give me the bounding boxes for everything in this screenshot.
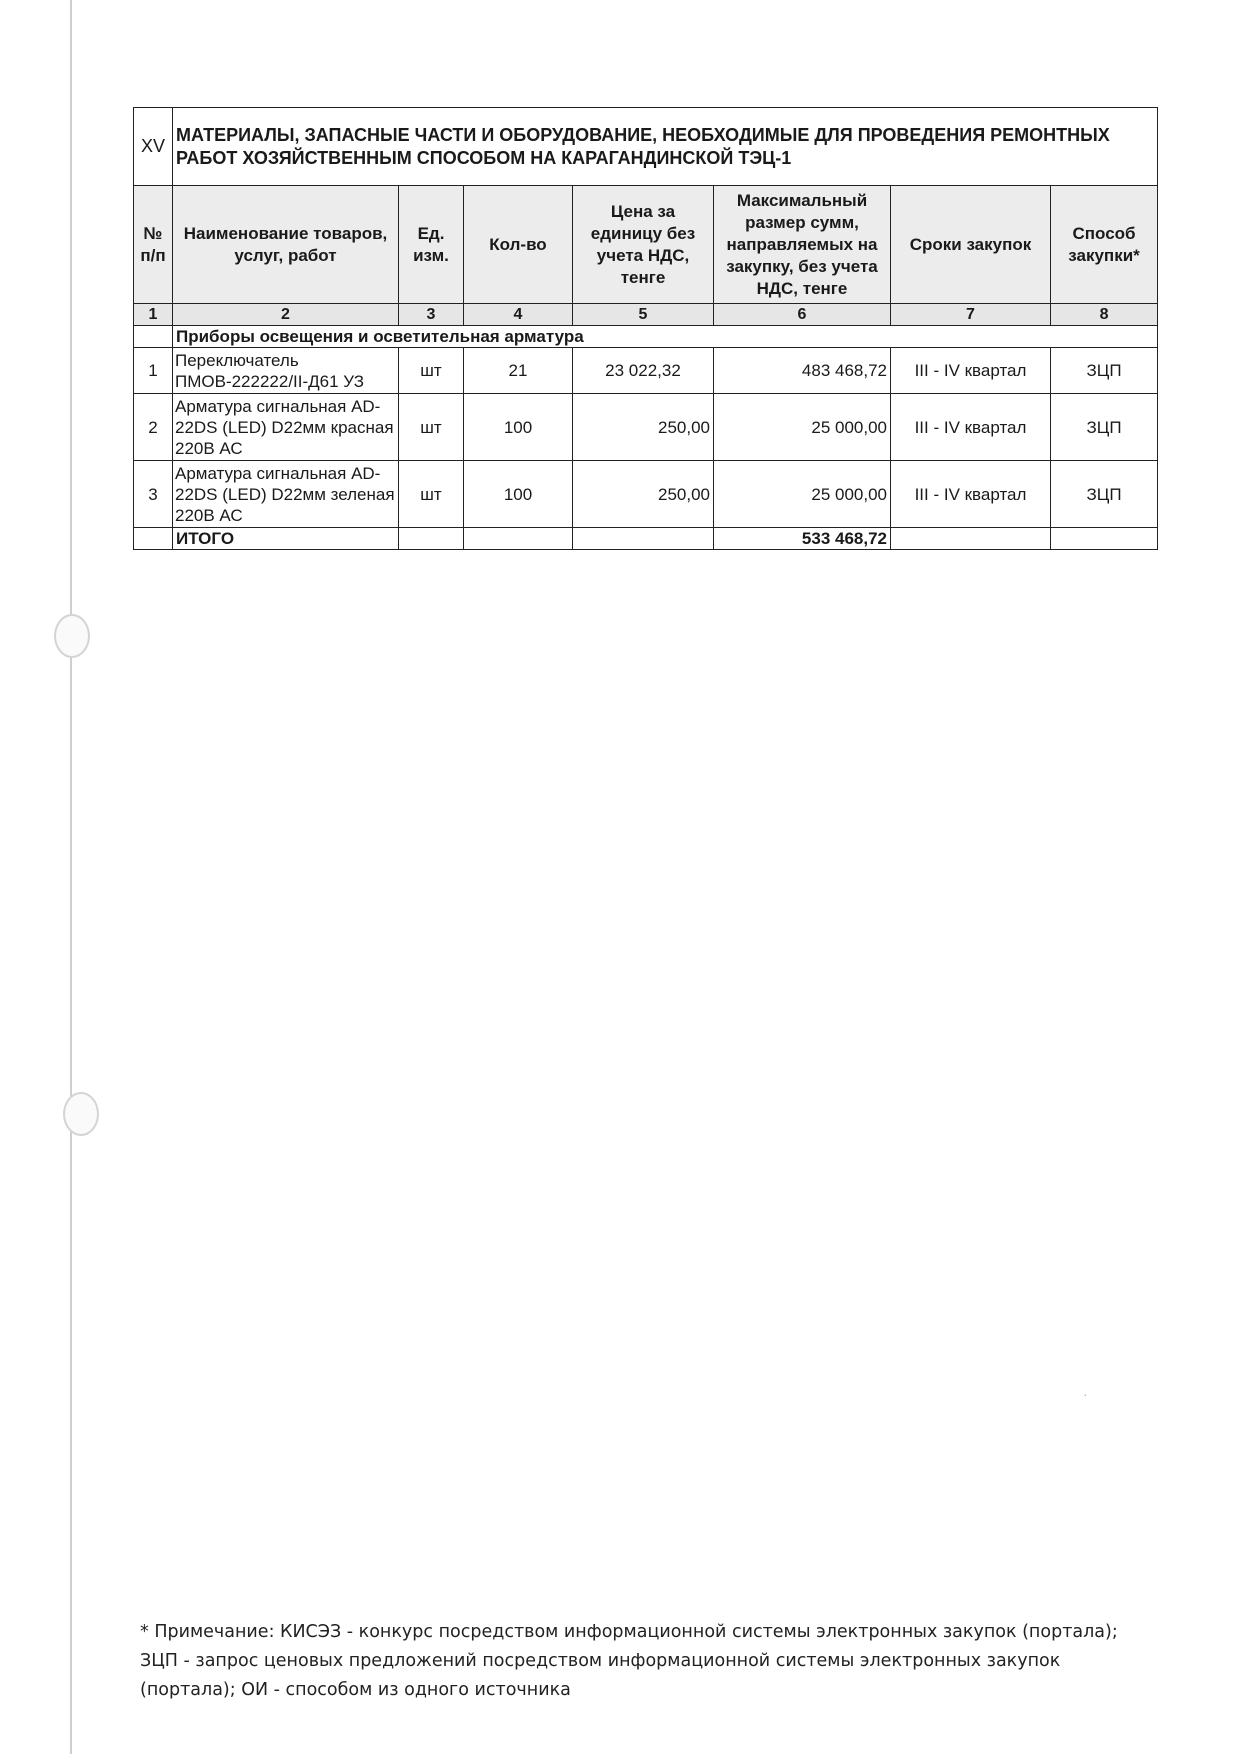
- row-method: ЗЦП: [1051, 461, 1158, 528]
- header-name: Наименование товаров, услуг, работ: [173, 186, 399, 304]
- column-number: 4: [464, 304, 573, 326]
- page-binding-edge: [70, 0, 72, 1754]
- row-method: ЗЦП: [1051, 394, 1158, 461]
- row-max-sum: 483 468,72: [714, 348, 891, 394]
- total-sum: 533 468,72: [714, 528, 891, 550]
- column-number: 7: [891, 304, 1051, 326]
- row-unit: шт: [399, 394, 464, 461]
- row-qty: 21: [464, 348, 573, 394]
- scan-speck: ·: [1083, 1386, 1088, 1402]
- row-terms: III - IV квартал: [891, 348, 1051, 394]
- column-number: 1: [134, 304, 173, 326]
- total-spacer: [464, 528, 573, 550]
- header-method: Способ закупки*: [1051, 186, 1158, 304]
- punch-hole: [63, 1092, 99, 1136]
- footnote-line: * Примечание: КИСЭЗ - конкурс посредством информационной системы электронных закупок (портала);: [140, 1622, 1118, 1642]
- total-row: [134, 528, 1158, 550]
- group-row: [134, 326, 1158, 348]
- total-label: ИТОГО: [173, 528, 399, 550]
- section-title: МАТЕРИАЛЫ, ЗАПАСНЫЕ ЧАСТИ И ОБОРУДОВАНИЕ, НЕОБХОДИМЫЕ ДЛЯ ПРОВЕДЕНИЯ РЕМОНТНЫХ РАБОТ ХОЗЯЙСТВЕННЫМ СПОСОБОМ НА КАРАГАНДИНСКОЙ ТЭЦ-1: [173, 108, 1158, 186]
- footnote: [140, 1618, 1140, 1705]
- row-num: 1: [134, 348, 173, 394]
- row-max-sum: 25 000,00: [714, 461, 891, 528]
- row-name: Арматура сигнальная AD-22DS (LED) D22мм красная 220В АС: [173, 394, 399, 461]
- column-number: 2: [173, 304, 399, 326]
- header-qty: Кол-во: [464, 186, 573, 304]
- header-num: № п/п: [134, 186, 173, 304]
- table-row: [134, 348, 1158, 394]
- row-name: Переключатель ПМОВ-222222/II-Д61 УЗ: [173, 348, 399, 394]
- row-price: 250,00: [573, 461, 714, 528]
- group-title: Приборы освещения и осветительная арматура: [173, 326, 1158, 348]
- column-number: 5: [573, 304, 714, 326]
- total-spacer: [399, 528, 464, 550]
- total-spacer: [1051, 528, 1158, 550]
- row-price: 250,00: [573, 394, 714, 461]
- column-number: 8: [1051, 304, 1158, 326]
- header-max-sum: Максимальный размер сумм, направляемых на закупку, без учета НДС, тенге: [714, 186, 891, 304]
- row-max-sum: 25 000,00: [714, 394, 891, 461]
- row-qty: 100: [464, 461, 573, 528]
- footnote-line: ЗЦП - запрос ценовых предложений посредством информационной системы электронных закупок: [140, 1651, 1061, 1671]
- header-unit: Ед. изм.: [399, 186, 464, 304]
- row-num: 2: [134, 394, 173, 461]
- row-num: 3: [134, 461, 173, 528]
- section-header-row: [134, 108, 1158, 186]
- table-row: [134, 394, 1158, 461]
- row-unit: шт: [399, 461, 464, 528]
- procurement-table: [133, 107, 1158, 550]
- row-price: 23 022,32: [573, 348, 714, 394]
- total-spacer: [573, 528, 714, 550]
- row-unit: шт: [399, 348, 464, 394]
- column-number: 6: [714, 304, 891, 326]
- column-header-row: [134, 186, 1158, 304]
- table-row: [134, 461, 1158, 528]
- row-name: Арматура сигнальная AD-22DS (LED) D22мм зеленая 220В АС: [173, 461, 399, 528]
- footnote-line: (портала); ОИ - способом из одного источника: [140, 1680, 571, 1700]
- header-terms: Сроки закупок: [891, 186, 1051, 304]
- punch-hole: [54, 614, 90, 658]
- group-row-spacer: [134, 326, 173, 348]
- total-spacer: [891, 528, 1051, 550]
- row-method: ЗЦП: [1051, 348, 1158, 394]
- total-spacer: [134, 528, 173, 550]
- column-number-row: [134, 304, 1158, 326]
- column-number: 3: [399, 304, 464, 326]
- row-terms: III - IV квартал: [891, 461, 1051, 528]
- row-terms: III - IV квартал: [891, 394, 1051, 461]
- row-qty: 100: [464, 394, 573, 461]
- header-price: Цена за единицу без учета НДС, тенге: [573, 186, 714, 304]
- section-number: XV: [134, 108, 173, 186]
